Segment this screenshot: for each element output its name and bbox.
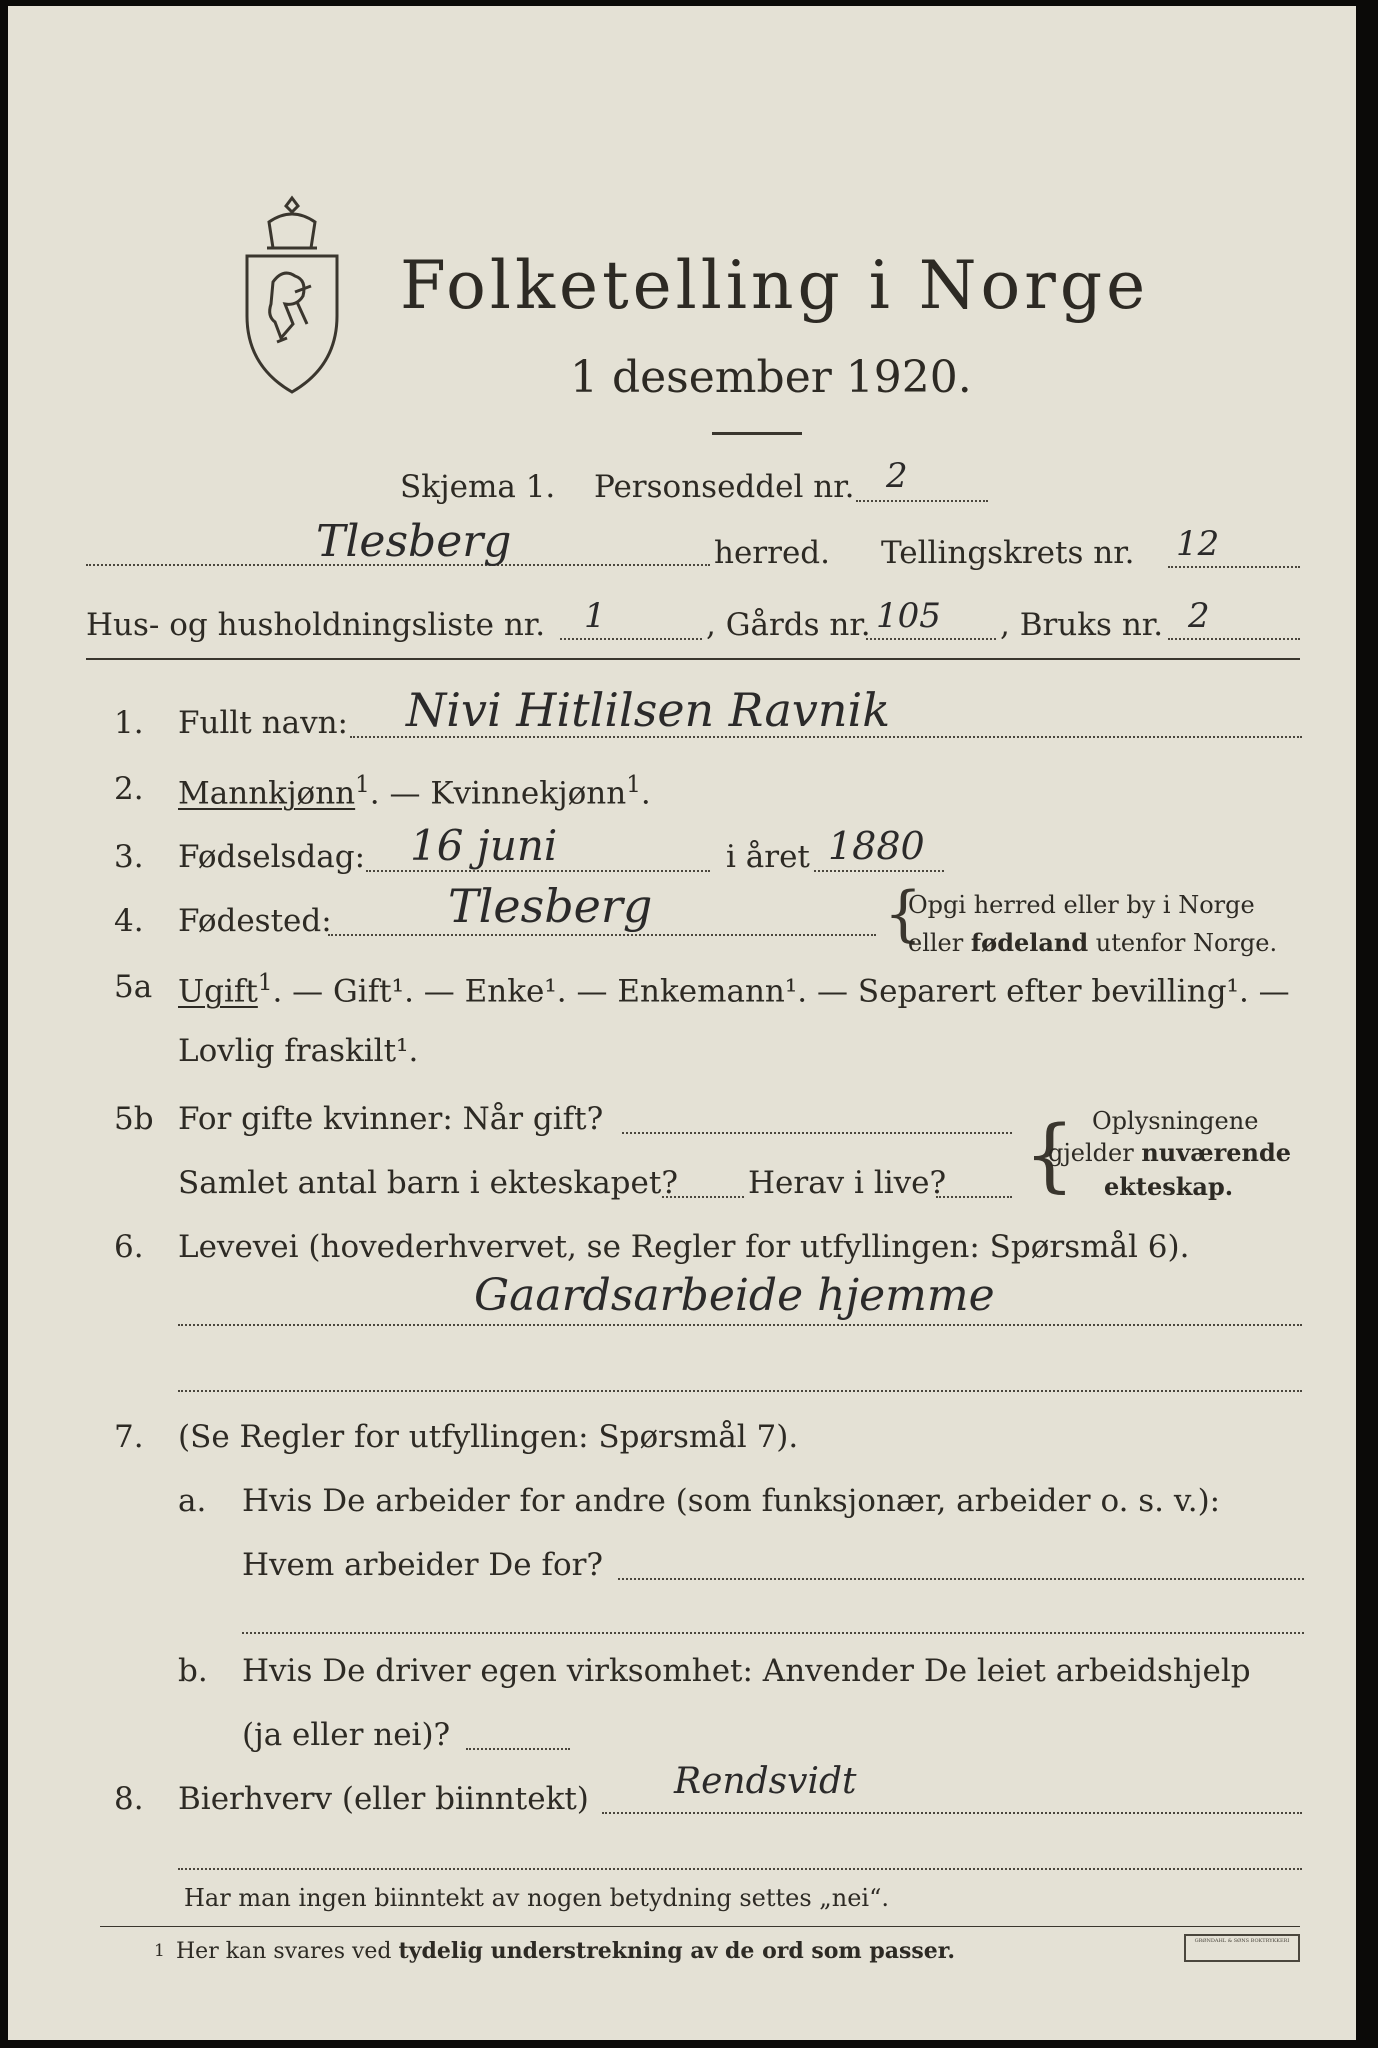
personseddel-line [856, 500, 988, 502]
q4-note-1: Opgi herred eller by i Norge [908, 891, 1255, 919]
form-title: Folketelling i Norge [400, 247, 1150, 324]
q8-number: 8. [114, 1781, 144, 1817]
q6-line-2 [178, 1390, 1302, 1392]
q8-line-1 [602, 1812, 1302, 1814]
census-form [8, 6, 1356, 2040]
footnote-number: 1 [154, 1941, 165, 1961]
q4-value: Tlesberg [448, 879, 653, 933]
gards-value: 105 [876, 596, 941, 636]
census-date: 1 desember 1920. [570, 352, 972, 403]
q7-label: (Se Regler for utfyllingen: Spørsmål 7). [178, 1419, 799, 1455]
hus-line [560, 638, 702, 640]
tellingskrets-value: 12 [1176, 524, 1220, 564]
gards-label: , Gårds nr. [706, 607, 871, 643]
q2-gender-options: Mannkjønn$^1$. — Kvinnekjønn$^1$. [178, 772, 651, 812]
q8-value: Rendsvidt [674, 1761, 857, 1802]
q7a-text: Hvis De arbeider for andre (som funksjonær, arbeider o. s. v.): [242, 1483, 1221, 1519]
q5b-line-3 [936, 1196, 1012, 1198]
tellingskrets-line [1168, 566, 1300, 568]
footnote-text: Her kan svares ved tydelig understrekning av de ord som passer. [176, 1938, 956, 1964]
bruks-line [1168, 638, 1300, 640]
personseddel-label: Personseddel nr. [594, 469, 855, 505]
q4-note-2: eller fødeland utenfor Norge. [908, 928, 1278, 957]
bruks-label: , Bruks nr. [1000, 607, 1164, 643]
q6-number: 6. [114, 1229, 144, 1265]
q5b-note-3: ekteskap. [1104, 1172, 1234, 1201]
q3-label: Fødselsdag: [178, 839, 366, 875]
q3-number: 3. [114, 839, 144, 875]
q7b-text: Hvis De driver egen virksomhet: Anvender De leiet arbeidshjelp [242, 1653, 1251, 1689]
q1-label: Fullt navn: [178, 705, 348, 741]
q3-year-label: i året [726, 839, 810, 875]
q7a-number: a. [178, 1483, 207, 1519]
q1-value: Nivi Hitlilsen Ravnik [406, 683, 891, 737]
q7b-text-2: (ja eller nei)? [242, 1717, 451, 1753]
q7a-text-2: Hvem arbeider De for? [242, 1547, 604, 1583]
herred-value: Tlesberg [316, 516, 512, 567]
q5a-line-2: Lovlig fraskilt¹. [178, 1033, 419, 1069]
hus-value: 1 [584, 596, 606, 636]
q5b-brace: { [1024, 1108, 1075, 1201]
q2-mann: Mannkjønn [178, 775, 356, 812]
q8-line-2 [178, 1868, 1302, 1870]
tellingskrets-label: Tellingskrets nr. [881, 535, 1135, 571]
skjema-label: Skjema 1. [400, 469, 556, 505]
q7b-line [466, 1748, 570, 1750]
norway-coat-of-arms-icon [233, 192, 351, 398]
personseddel-value: 2 [886, 456, 908, 496]
q6-line-1 [178, 1324, 1302, 1326]
gards-line [866, 638, 996, 640]
q5a-ugift: Ugift [178, 973, 258, 1010]
q7-number: 7. [114, 1419, 144, 1455]
printer-stamp: GRØNDAHL & SØNS BOKTRYKKERI [1184, 1934, 1300, 1962]
q5a-status-options: Ugift$^1$. — Gift¹. — Enke¹. — Enkemann¹. — Separert efter bevilling¹. — [178, 970, 1290, 1010]
q8-label: Bierhverv (eller biinntekt) [178, 1781, 589, 1817]
q4-line [328, 934, 876, 936]
q3-value: 16 juni [410, 821, 558, 870]
q7b-number: b. [178, 1653, 208, 1689]
header-divider [86, 658, 1300, 660]
q5b-line-1 [622, 1132, 1012, 1134]
q6-label: Levevei (hovederhvervet, se Regler for utfyllingen: Spørsmål 6). [178, 1229, 1190, 1265]
q5a-number: 5a [114, 969, 153, 1005]
q5b-note-1: Oplysningene [1092, 1107, 1259, 1135]
q4-label: Fødested: [178, 903, 332, 939]
footer-note: Har man ingen biinntekt av nogen betydning settes „nei“. [184, 1884, 889, 1912]
q5b-label-1: For gifte kvinner: Når gift? [178, 1101, 604, 1137]
q3-year-line [814, 870, 944, 872]
q1-number: 1. [114, 705, 144, 741]
q5b-line-2 [662, 1196, 744, 1198]
hus-label: Hus- og husholdningsliste nr. [86, 607, 546, 643]
q7a-line-2 [242, 1632, 1304, 1634]
q3-year-value: 1880 [828, 824, 925, 868]
q3-line [366, 870, 710, 872]
q7a-line-1 [618, 1578, 1304, 1580]
q5b-note-2: gjelder nuværende [1048, 1138, 1292, 1167]
q4-number: 4. [114, 903, 144, 939]
footer-divider [100, 1926, 1300, 1927]
herred-label: herred. [714, 535, 830, 571]
title-divider [712, 432, 802, 435]
q4-brace: { [884, 879, 923, 949]
q2-kvinne: Kvinnekjønn [430, 775, 627, 812]
q5b-label-3: Herav i live? [748, 1165, 947, 1201]
q2-number: 2. [114, 771, 144, 807]
q5b-label-2: Samlet antal barn i ekteskapet? [178, 1165, 678, 1201]
bruks-value: 2 [1188, 596, 1210, 636]
q6-value: Gaardsarbeide hjemme [474, 1270, 995, 1321]
q5b-number: 5b [114, 1101, 154, 1137]
